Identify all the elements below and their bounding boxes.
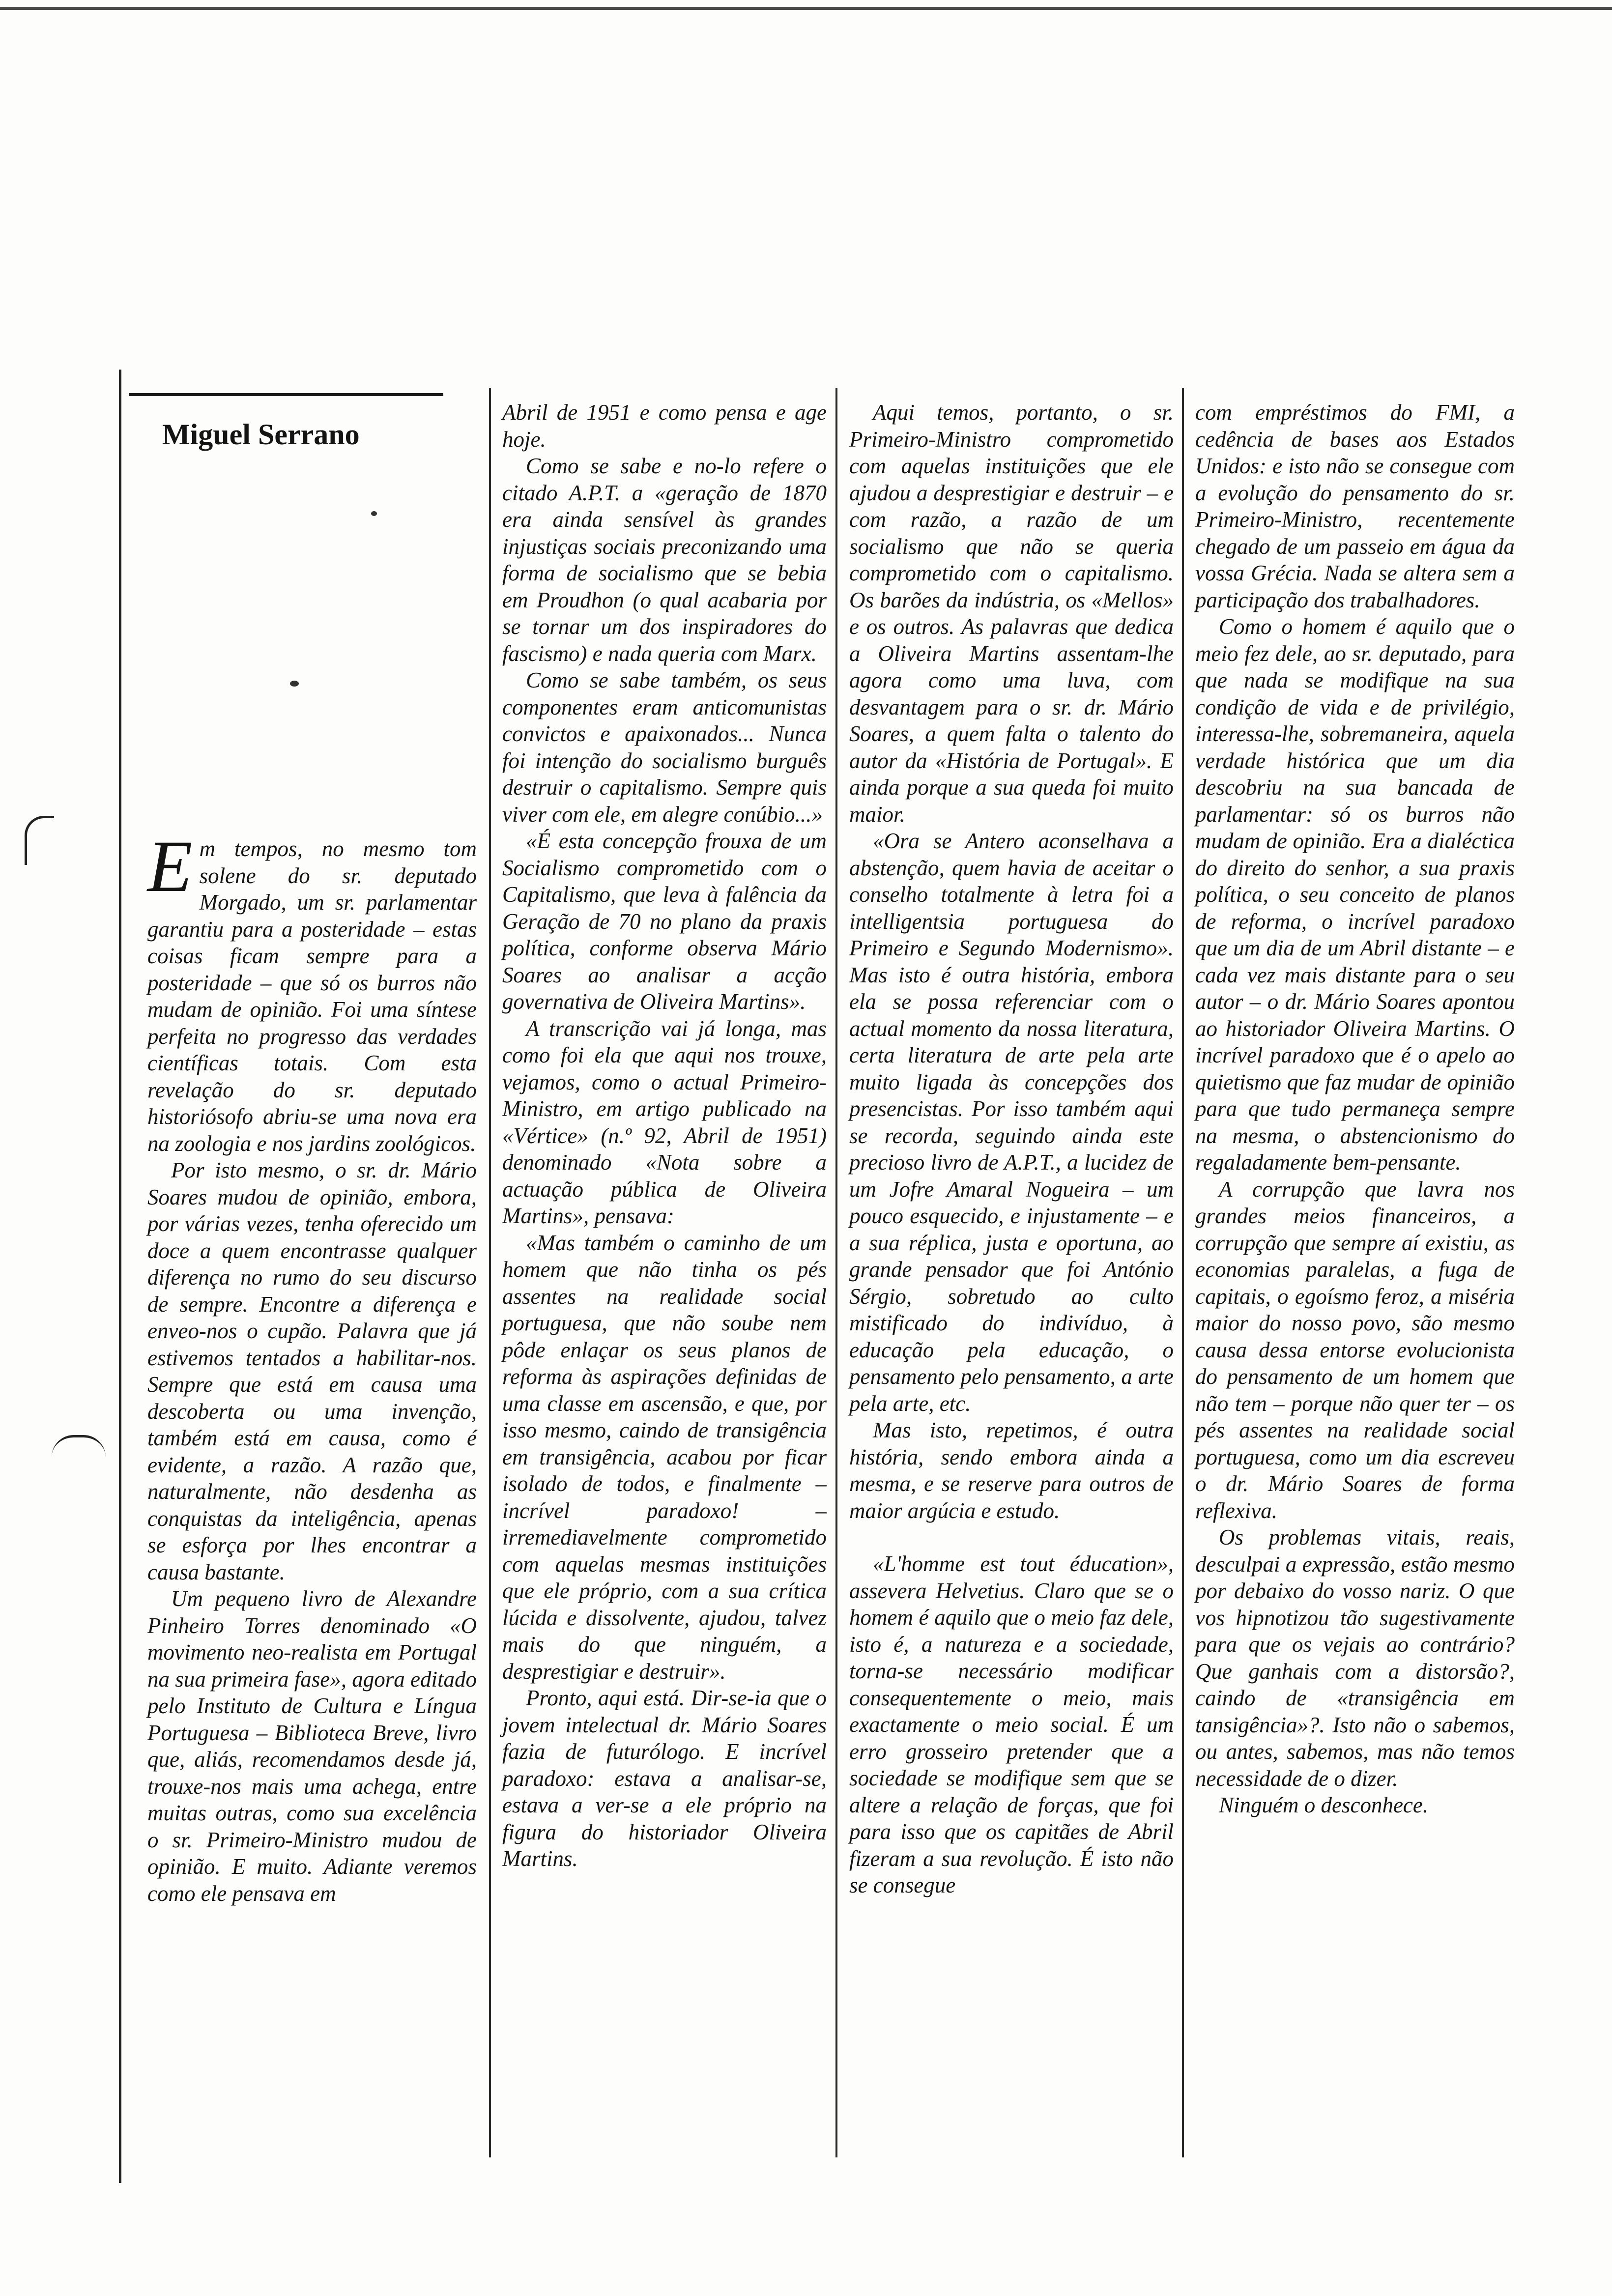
paragraph: Por isto mesmo, o sr. dr. Mário Soares mudou de opinião, embora, por várias vezes, tenha oferecido um doce a quem encontrasse qualquer diferença no rumo do seu discurso de sempre. Encontre a diferença e enveo-nos o cupão. Palavra que já estivemos tentados a habilitar-nos. Sempre que está em causa uma descoberta ou uma invenção, também está em causa, como é evidente, a razão. A razão que, naturalmente, não desdenha as conquistas da inteligência, apenas se esforça por lhes encontrar a causa bastante. <box>147 1158 477 1584</box>
paragraph: Como o homem é aquilo que o meio fez dele, ao sr. deputado, para que nada se modifique na sua condição de vida e de privilégio, interessa-lhe, sobremaneira, aquela verdade histórica que um dia descobriu na sua bancada de parlamentar: só os burros não mudam de opinião. Era a dialéctica do direito do senhor, a sua praxis política, o seu conceito de planos de reforma, o incrível paradoxo que um dia de um Abril distante – e cada vez mais distante para o seu autor – o dr. Mário Soares apontou ao historiador Oliveira Martins. O incrível paradoxo que é o apelo ao quietismo que faz mudar de opinião para que tudo permaneça sempre na mesma, o abstencionismo do regaladamente bem-pensante. <box>1195 614 1515 1175</box>
article-column-1 <box>147 826 477 1907</box>
paragraph: Como se sabe e no-lo refere o citado A.P.T. a «geração de 1870 era ainda sensível às grandes injustiças sociais preconizando uma forma de socialismo que se bebia em Proudhon (o qual acabaria por se tornar um dos inspiradores do fascismo) e nada queria com Marx. <box>502 454 827 666</box>
margin-mark <box>52 1435 106 1457</box>
article-column-4 <box>1195 399 1515 1819</box>
byline-rule <box>129 393 443 396</box>
paragraph: Os problemas vitais, reais, desculpai a expressão, estão mesmo por debaixo do vosso nariz. O que vos hipnotizou tão sugestivamente para que os vejais ao contrário? Que ganhais com a distorsão?, caindo de «transigência em tansigência»?. Isto não o sabemos, ou antes, sabemos, mas não temos necessidade de o dizer. <box>1195 1525 1515 1791</box>
paragraph: Abril de 1951 e como pensa e age hoje. <box>502 400 827 452</box>
scan-speck <box>371 511 377 516</box>
drop-cap: E <box>147 826 193 907</box>
paragraph: «Ora se Antero aconselhava a abstenção, quem havia de aceitar o conselho totalmente à letra foi a intelligentsia portuguesa do Primeiro e Segundo Modernismo». Mas isto é outra história, embora ela se possa referenciar com o actual momento da nossa literatura, certa literatura de arte pela arte muito ligada às concepções dos presencistas. Por isso também aqui se recorda, seguindo ainda este precioso livro de A.P.T., a lucidez de um Jofre Amaral Nogueira – um pouco esquecido, e injustamente – e a sua réplica, justa e oportuna, ao grande pensador que foi António Sérgio, sobretudo ao culto mistificado do indivíduo, à educação pela educação, o pensamento pelo pensamento, a arte pela arte, etc. <box>849 829 1174 1416</box>
lead-paragraph <box>147 826 477 1157</box>
scan-speck <box>290 681 299 687</box>
closing-line: Ninguém o desconhece. <box>1219 1793 1429 1817</box>
paragraph: A corrupção que lavra nos grandes meios financeiros, a corrupção que sempre aí existiu, as economias paralelas, a fuga de capitais, o egoísmo feroz, a miséria maior do nosso povo, são mesmo causa dessa entorse evolucionista do pensamento de um homem que não tem – porque não quer ter – os pés assentes na realidade social portuguesa, como um dia escreveu o dr. Mário Soares de forma reflexiva. <box>1195 1177 1515 1523</box>
paragraph: Um pequeno livro de Alexandre Pinheiro Torres denominado «O movimento neo-realista em Portugal na sua primeira fase», agora editado pelo Instituto de Cultura e Língua Portuguesa – Biblioteca Breve, livro que, aliás, recomendamos desde já, trouxe-nos mais uma achega, entre muitas outras, como sua excelência o sr. Primeiro-Ministro mudou de opinião. E muito. Adiante veremos como ele pensava em <box>147 1586 477 1906</box>
paragraph: Como se sabe também, os seus componentes eram anticomunistas convictos e apaixonados... Nunca foi intenção do socialismo burguês destruir o capitalismo. Sempre quis viver com ele, em alegre conúbio...» <box>502 668 827 827</box>
column-rule-2 <box>835 388 837 2157</box>
paragraph: A transcrição vai já longa, mas como foi ela que aqui nos trouxe, vejamos, como o actual Primeiro-Ministro, em artigo publicado na «Vértice» (n.º 92, Abril de 1951) denominado «Nota sobre a actuação pública de Oliveira Martins», pensava: <box>502 1016 827 1228</box>
left-margin-rule <box>119 370 121 2183</box>
margin-mark <box>25 816 54 865</box>
paragraph: «É esta concepção frouxa de um Socialismo comprometido com o Capitalismo, que leva à falência da Geração de 70 no plano da praxis política, conforme observa Mário Soares ao analisar a acção governativa de Oliveira Martins». <box>502 829 827 1014</box>
author-byline: Miguel Serrano <box>162 418 360 451</box>
column-rule-3 <box>1182 388 1184 2157</box>
paragraph: Pronto, aqui está. Dir-se-ia que o jovem intelectual dr. Mário Soares fazia de futurólogo. E incrível paradoxo: estava a analisar-se, estava a ver-se a ele próprio na figura do historiador Oliveira Martins. <box>502 1686 827 1871</box>
column-rule-1 <box>489 388 491 2157</box>
paragraph: Aqui temos, portanto, o sr. Primeiro-Ministro comprometido com aquelas instituições que ele ajudou a desprestigiar e destruir – e com razão, a razão de um socialismo que não se queria comprometido com o capitalismo. Os barões da indústria, os «Mellos» e os outros. As palavras que dedica a Oliveira Martins assentam-lhe agora como uma luva, com desvantagem para o sr. dr. Mário Soares, a quem falta o talento do autor da «História de Portugal». E ainda porque a sua queda foi muito maior. <box>849 400 1174 827</box>
paragraph-text: m tempos, no mesmo tom solene do sr. deputado Morgado, um sr. parlamentar garantiu para a posteridade – estas coisas ficam sempre para a posteridade – que só os burros não mudam de opinião. Foi uma síntese perfeita no progresso das verdades científicas totais. Com esta revelação do sr. deputado historiósofo abriu-se uma nova era na zoologia e nos jardins zoológicos. <box>147 836 477 1156</box>
article-column-2 <box>502 399 827 1872</box>
paragraph: «L'homme est tout éducation», assevera Helvetius. Claro que se o homem é aquilo que o meio faz dele, isto é, a natureza e a sociedade, torna-se necessário modificar consequentemente o meio, mais exactamente o meio social. É um erro grosseiro pretender que a sociedade se modifique sem que se altere a relação de forças, que foi para isso que os capitães de Abril fizeram a sua revolução. É isto não se consegue <box>849 1551 1174 1897</box>
paragraph: com empréstimos do FMI, a cedência de bases aos Estados Unidos: e isto não se consegue com a evolução do pensamento do sr. Primeiro-Ministro, recentemente chegado de um passeio em água da vossa Grécia. Nada se altera sem a participação dos trabalhadores. <box>1195 400 1515 612</box>
quote-paragraph: «Mas também o caminho de um homem que não tinha os pés assentes na realidade social portuguesa, que não soube nem pôde enlaçar os seus planos de reforma às aspirações definidas de uma classe em ascensão, e que, por isso mesmo, caindo de transigência em transigência, acabou por ficar isolado de todos, e finalmente – incrível paradoxo! – irremediavelmente comprometido com aquelas mesmas instituições que ele próprio, com a sua crítica lúcida e dissolvente, ajudou, talvez mais do que ninguém, a desprestigiar e destruir». <box>502 1230 827 1684</box>
top-edge-rule <box>0 7 1612 10</box>
article-column-3 <box>849 399 1174 1899</box>
paragraph: Mas isto, repetimos, é outra história, sendo embora ainda a mesma, e se reserve para outros de maior argúcia e estudo. <box>849 1418 1174 1523</box>
